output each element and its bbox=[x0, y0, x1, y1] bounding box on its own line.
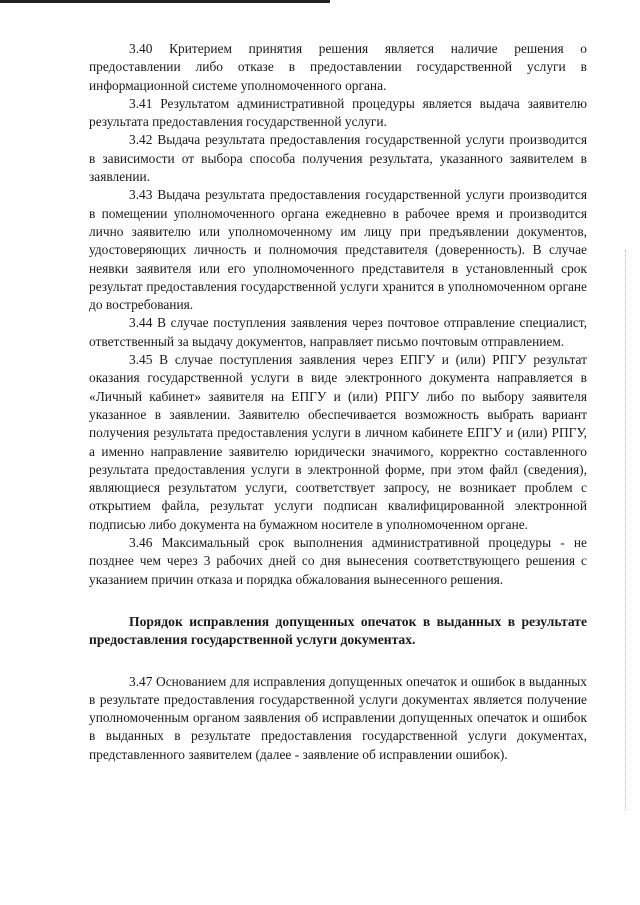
paragraph-3-40: 3.40 Критерием принятия решения является наличие решения о предоставлении либо отказе в предоставлении государственной услуги в информационной системе уполномоченного органа. bbox=[89, 41, 587, 93]
paragraph-3-42: 3.42 Выдача результата предоставления государственной услуги производится в зависимости от выбора способа получения результата, указанного заявителем в заявлении. bbox=[89, 132, 587, 185]
scan-speckle bbox=[624, 250, 626, 810]
document-body bbox=[89, 40, 587, 764]
scan-edge-line bbox=[0, 0, 330, 3]
paragraph-3-43: 3.43 Выдача результата предоставления государственной услуги производится в помещении уполномоченного органа ежедневно в рабочее время и производится лично заявителю или уполномоченному им лицу при предъявлении документов, удостоверяющих личность и полномочия представителя (доверенность). В случае неявки заявителя или его уполномоченного представителя в установленный срок результат предоставления государственной услуги хранится в уполномоченном органе до востребования. bbox=[89, 187, 587, 313]
section-heading: Порядок исправления допущенных опечаток в выданных в результате предоставления государственной услуги документах. bbox=[89, 613, 587, 648]
paragraph-3-46: 3.46 Максимальный срок выполнения административной процедуры - не позднее чем через 3 рабочих дней со дня вынесения соответствующего решения с указанием причин отказа и порядка обжалования вынесенного решения. bbox=[89, 535, 587, 587]
paragraph-3-45: 3.45 В случае поступления заявления через ЕПГУ и (или) РПГУ результат оказания государственной услуги в виде электронного документа направляется в «Личный кабинет» заявителя на ЕПГУ и (или) РПГУ либо по выбору заявителя указанное в заявлении. Заявителю обеспечивается возможность выбрать вариант получения результата предоставления услуги в личном кабинете ЕПГУ и (или) РПГУ, а именно направление заявителю юридически значимого, корректно составленного результата предоставления услуги в электронной форме, при этом файл (сведения), являющиеся результатом услуги, соответствует запросу, не возникает проблем с открытием файла, результат услуги подписан квалифицированной электронной подписью либо документа на бумажном носителе в уполномоченном органе. bbox=[89, 352, 587, 532]
paragraph-3-47: 3.47 Основанием для исправления допущенных опечаток и ошибок в выданных в результате предоставления государственной услуги документах является получение уполномоченным органом заявления об исправлении допущенных опечаток и ошибок в выданных в результате предоставления государственной услуги документах, представленного заявителем (далее - заявление об исправлении ошибок). bbox=[89, 673, 587, 762]
paragraph-3-44: 3.44 В случае поступления заявления через почтовое отправление специалист, ответственный за выдачу документов, направляет письмо почтовым отправлением. bbox=[89, 315, 587, 349]
paragraph-3-41: 3.41 Результатом административной процедуры является выдача заявителю результата предоставления государственной услуги. bbox=[89, 95, 587, 130]
